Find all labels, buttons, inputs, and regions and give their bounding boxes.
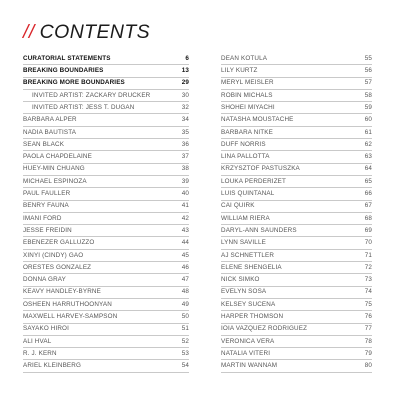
toc-entry-name: CURATORIAL STATEMENTS [23,54,111,62]
toc-entry-name: NADIA BAUTISTA [23,128,77,136]
toc-entry-page: 37 [181,153,189,161]
toc-entry-page: 13 [181,67,189,75]
toc-entry[interactable] [221,53,372,65]
toc-entry-page: 67 [364,202,372,210]
toc-entry[interactable] [221,311,372,323]
toc-entry[interactable] [221,274,372,286]
toc-entry-page: 56 [364,67,372,75]
toc-entry-page: 65 [364,177,372,185]
toc-entry[interactable] [23,299,189,311]
toc-entry-name: BREAKING MORE BOUNDARIES [23,79,125,87]
toc-entry-name: BENRY FAUNA [23,202,69,210]
toc-entry[interactable] [221,188,372,200]
toc-entry[interactable] [221,225,372,237]
toc-entry-name: BARBARA NITKE [221,128,273,136]
toc-entry[interactable] [221,78,372,90]
toc-entry-name: NATASHA MOUSTACHE [221,116,294,124]
toc-entry-page: 49 [181,300,189,308]
toc-entry[interactable] [221,336,372,348]
toc-entry-page: 44 [181,239,189,247]
toc-entry-name: BREAKING BOUNDARIES [23,67,104,75]
toc-entry-name: MARTIN WANNAM [221,362,278,370]
toc-entry[interactable] [221,201,372,213]
toc-entry-page: 69 [364,226,372,234]
toc-entry-name: DUFF NORRIS [221,140,266,148]
toc-entry-name: LINA PALLOTTA [221,153,270,161]
toc-entry-name: ALI HVAL [23,337,52,345]
toc-entry[interactable] [221,114,372,126]
toc-entry-page: 52 [181,337,189,345]
toc-entry-name: HARPER THOMSON [221,313,284,321]
toc-entry-name: BARBARA ALPER [23,116,77,124]
toc-entry-page: 64 [364,165,372,173]
toc-entry[interactable] [23,213,189,225]
toc-entry-name: IMANI FORD [23,214,62,222]
toc-entry[interactable] [23,127,189,139]
toc-entry-page: 58 [364,91,372,99]
toc-entry-page: 40 [181,190,189,198]
toc-entry-page: 62 [364,140,372,148]
toc-entry[interactable] [23,164,189,176]
toc-entry-page: 68 [364,214,372,222]
toc-entry-page: 29 [181,79,189,87]
toc-entry-page: 60 [364,116,372,124]
toc-entry-page: 74 [364,288,372,296]
toc-entry[interactable] [221,237,372,249]
toc-entry[interactable] [221,360,372,372]
toc-entry-name: JESSE FREIDIN [23,226,72,234]
toc-entry-page: 48 [181,288,189,296]
page-title [23,18,150,46]
toc-entry[interactable] [23,348,189,360]
toc-entry[interactable] [23,262,189,274]
toc-entry-page: 50 [181,313,189,321]
toc-entry[interactable] [23,324,189,336]
toc-entry[interactable] [221,164,372,176]
toc-entry[interactable] [23,114,189,126]
toc-entry[interactable] [23,237,189,249]
toc-entry-name: HUEY-MIN CHUANG [23,165,85,173]
toc-entry-page: 47 [181,276,189,284]
toc-entry-name: CAI QUIRK [221,202,255,210]
toc-entry[interactable] [23,65,189,77]
toc-entry[interactable] [221,348,372,360]
toc-entry-name: ARIEL KLEINBERG [23,362,82,370]
toc-entry[interactable] [221,127,372,139]
toc-entry-name: ELENE SHENGELIA [221,263,282,271]
toc-entry[interactable] [23,176,189,188]
toc-entry-page: 59 [364,103,372,111]
toc-entry-name: ROBIN MICHALS [221,91,273,99]
toc-entry-page: 80 [364,362,372,370]
toc-entry-name: LOUKA PERDERIZET [221,177,287,185]
toc-entry-name: DEAN KOTULA [221,54,268,62]
toc-entry[interactable] [221,213,372,225]
toc-entry-page: 73 [364,276,372,284]
toc-entry[interactable] [221,176,372,188]
toc-entry-page: 77 [364,325,372,333]
toc-entry-name: LILY KURTZ [221,67,258,75]
toc-entry-page: 35 [181,128,189,136]
title-slash-mark: // [23,21,35,43]
toc-entry-page: 39 [181,177,189,185]
toc-entry-page: 63 [364,153,372,161]
toc-entry-name: EBENEZER GALLUZZO [23,239,95,247]
toc-entry-name: KEAVY HANDLEY-BYRNE [23,288,101,296]
toc-entry-name: SAYAKO HIROI [23,325,70,333]
toc-entry-name: LUIS QUINTANAL [221,190,275,198]
toc-entry-page: 79 [364,349,372,357]
toc-entry[interactable] [221,151,372,163]
toc-entry-page: 6 [185,54,189,62]
toc-entry-name: PAOLA CHAPDELAINE [23,153,92,161]
toc-entry-page: 46 [181,263,189,271]
toc-entry-name: EVELYN SOSA [221,288,267,296]
toc-entry[interactable] [23,360,189,372]
contents-left-column [23,53,189,373]
toc-entry-name: WILLIAM RIERA [221,214,270,222]
toc-entry-name: KELSEY SUCENA [221,300,276,308]
toc-entry-name: DONNA GRAY [23,276,67,284]
toc-entry-name: R. J. KERN [23,349,57,357]
toc-entry-page: 38 [181,165,189,173]
toc-entry[interactable] [23,102,189,114]
toc-entry[interactable] [23,287,189,299]
toc-entry-page: 72 [364,263,372,271]
toc-entry-name: MERYL MEISLER [221,79,274,87]
toc-entry-name: AJ SCHNETTLER [221,251,275,259]
toc-entry-page: 45 [181,251,189,259]
toc-entry[interactable] [23,78,189,90]
toc-entry-page: 76 [364,313,372,321]
toc-entry[interactable] [23,274,189,286]
toc-entry-name: MAXWELL HARVEY-SAMPSON [23,313,118,321]
toc-entry-page: 30 [181,91,189,99]
toc-entry-name: NATALIA VITERI [221,349,271,357]
toc-entry-name: OSHEEN HARRUTHOONYAN [23,300,112,308]
toc-entry[interactable] [23,188,189,200]
toc-entry[interactable] [221,324,372,336]
contents-right-column [221,53,372,373]
toc-entry-page: 57 [364,79,372,87]
toc-entry-name: IOIA VAZQUEZ RODRIGUEZ [221,325,308,333]
toc-entry-page: 71 [364,251,372,259]
toc-entry[interactable] [23,151,189,163]
toc-entry-page: 75 [364,300,372,308]
toc-entry[interactable] [221,65,372,77]
toc-entry-name: ORESTES GONZALEZ [23,263,92,271]
toc-entry[interactable] [221,262,372,274]
toc-entry[interactable] [221,90,372,102]
toc-entry-name: KRZYSZTOF PASTUSZKA [221,165,300,173]
toc-entry-page: 51 [181,325,189,333]
toc-entry[interactable] [221,102,372,114]
toc-entry-page: 42 [181,214,189,222]
toc-entry[interactable] [221,299,372,311]
toc-entry[interactable] [23,139,189,151]
toc-entry-page: 66 [364,190,372,198]
toc-entry-page: 61 [364,128,372,136]
toc-entry-name: INVITED ARTIST: JESS T. DUGAN [32,103,135,111]
toc-entry-page: 55 [364,54,372,62]
toc-entry[interactable] [23,53,189,65]
toc-entry[interactable] [23,250,189,262]
toc-entry-page: 78 [364,337,372,345]
toc-entry-name: LYNN SAVILLE [221,239,266,247]
toc-entry[interactable] [23,311,189,323]
toc-entry-name: PAUL FAULLER [23,190,71,198]
toc-entry-name: SHOHEI MIYACHI [221,103,275,111]
toc-entry-name: VERONICA VERA [221,337,275,345]
toc-entry-name: SEAN BLACK [23,140,65,148]
toc-entry[interactable] [221,250,372,262]
toc-entry-page: 54 [181,362,189,370]
toc-entry[interactable] [23,336,189,348]
toc-entry-name: XINYI (CINDY) GAO [23,251,84,259]
toc-entry-name: DARYL-ANN SAUNDERS [221,226,297,234]
toc-entry[interactable] [221,287,372,299]
toc-entry-page: 32 [181,103,189,111]
toc-entry-name: INVITED ARTIST: ZACKARY DRUCKER [32,91,151,99]
title-text: CONTENTS [39,21,151,43]
toc-entry-page: 53 [181,349,189,357]
toc-entry-page: 70 [364,239,372,247]
toc-entry-name: NICK SIMKO [221,276,260,284]
toc-entry-name: MICHAEL ESPINOZA [23,177,87,185]
toc-entry[interactable] [221,139,372,151]
toc-entry-page: 36 [181,140,189,148]
toc-entry[interactable] [23,225,189,237]
toc-entry-page: 41 [181,202,189,210]
toc-entry[interactable] [23,201,189,213]
toc-entry-page: 34 [181,116,189,124]
toc-entry-page: 43 [181,226,189,234]
toc-entry[interactable] [23,90,189,102]
